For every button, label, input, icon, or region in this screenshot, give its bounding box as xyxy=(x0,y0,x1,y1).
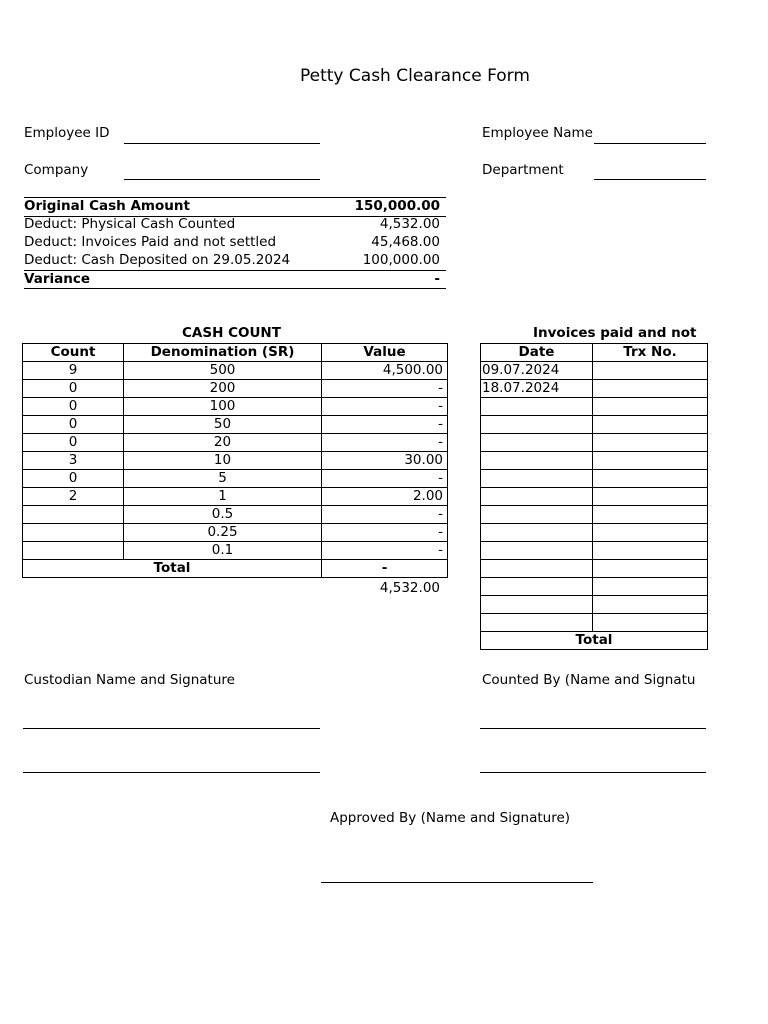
cash-count-header-row xyxy=(23,344,448,362)
table-row xyxy=(23,488,448,506)
cash-count-total-row xyxy=(23,560,448,578)
page-title: Petty Cash Clearance Form xyxy=(300,66,530,86)
count-cell[interactable]: 3 xyxy=(23,452,124,470)
table-row xyxy=(481,416,708,434)
trx-no-cell[interactable] xyxy=(593,542,708,560)
employee-id-field[interactable] xyxy=(124,143,320,144)
approved-by-label: Approved By (Name and Signature) xyxy=(330,810,571,826)
table-row xyxy=(481,380,708,398)
table-row xyxy=(481,524,708,542)
summary-label: Deduct: Cash Deposited on 29.05.2024 xyxy=(24,252,291,268)
table-row xyxy=(481,578,708,596)
department-field[interactable] xyxy=(594,179,706,180)
counted-by-signature-line[interactable] xyxy=(480,772,706,773)
date-cell[interactable]: 09.07.2024 xyxy=(481,362,593,380)
date-cell[interactable] xyxy=(481,614,593,632)
date-cell[interactable] xyxy=(481,470,593,488)
table-row xyxy=(481,470,708,488)
table-row xyxy=(481,362,708,380)
cash-count-total-value: - xyxy=(322,560,448,578)
value-cell: - xyxy=(322,542,448,560)
cash-count-grand-total: 4,532.00 xyxy=(379,580,440,596)
table-row xyxy=(481,452,708,470)
denomination-cell: 50 xyxy=(124,416,322,434)
employee-id-label: Employee ID xyxy=(24,125,110,141)
table-row xyxy=(23,506,448,524)
trx-no-cell[interactable] xyxy=(593,506,708,524)
table-row xyxy=(481,614,708,632)
denomination-cell: 10 xyxy=(124,452,322,470)
date-cell[interactable] xyxy=(481,542,593,560)
table-row xyxy=(481,506,708,524)
summary-label: Original Cash Amount xyxy=(24,198,190,214)
table-row xyxy=(481,560,708,578)
date-cell[interactable] xyxy=(481,416,593,434)
value-cell: - xyxy=(322,470,448,488)
table-row xyxy=(23,452,448,470)
value-cell: 2.00 xyxy=(322,488,448,506)
value-cell: - xyxy=(322,398,448,416)
value-cell: - xyxy=(322,506,448,524)
value-cell: - xyxy=(322,380,448,398)
count-cell[interactable]: 0 xyxy=(23,398,124,416)
department-label: Department xyxy=(482,162,564,178)
summary-label: Variance xyxy=(24,271,90,287)
count-cell[interactable]: 0 xyxy=(23,380,124,398)
table-row xyxy=(23,380,448,398)
count-cell[interactable]: 2 xyxy=(23,488,124,506)
summary-value: - xyxy=(434,271,440,287)
trx-no-cell[interactable] xyxy=(593,596,708,614)
summary-value: 45,468.00 xyxy=(371,234,440,250)
date-cell[interactable] xyxy=(481,578,593,596)
invoices-total-row xyxy=(481,632,708,650)
trx-no-cell[interactable] xyxy=(593,452,708,470)
summary-row-deposited xyxy=(24,251,446,269)
custodian-name-line[interactable] xyxy=(23,728,320,729)
column-header-trx-no: Trx No. xyxy=(593,344,708,362)
trx-no-cell[interactable] xyxy=(593,524,708,542)
value-cell: 30.00 xyxy=(322,452,448,470)
value-cell: - xyxy=(322,524,448,542)
summary-value: 150,000.00 xyxy=(354,198,440,214)
employee-name-label: Employee Name xyxy=(482,125,593,141)
denomination-cell: 20 xyxy=(124,434,322,452)
table-row xyxy=(23,524,448,542)
denomination-cell: 100 xyxy=(124,398,322,416)
cash-count-table xyxy=(22,343,448,578)
trx-no-cell[interactable] xyxy=(593,434,708,452)
summary-label: Deduct: Invoices Paid and not settled xyxy=(24,234,277,250)
denomination-cell: 0.1 xyxy=(124,542,322,560)
invoices-header-row xyxy=(481,344,708,362)
invoices-title: Invoices paid and not xyxy=(533,325,697,341)
trx-no-cell[interactable] xyxy=(593,614,708,632)
date-cell[interactable] xyxy=(481,398,593,416)
custodian-signature-line[interactable] xyxy=(23,772,320,773)
column-header-count: Count xyxy=(23,344,124,362)
company-field[interactable] xyxy=(124,179,320,180)
table-row xyxy=(481,434,708,452)
table-row xyxy=(23,542,448,560)
column-header-value: Value xyxy=(322,344,448,362)
trx-no-cell[interactable] xyxy=(593,470,708,488)
table-row xyxy=(481,398,708,416)
date-cell[interactable] xyxy=(481,560,593,578)
custodian-signature-label: Custodian Name and Signature xyxy=(24,672,235,688)
count-cell[interactable] xyxy=(23,542,124,560)
count-cell[interactable]: 0 xyxy=(23,434,124,452)
summary-row-variance xyxy=(24,270,446,288)
denomination-cell: 1 xyxy=(124,488,322,506)
summary-label: Deduct: Physical Cash Counted xyxy=(24,216,236,232)
cash-count-total-label: Total xyxy=(23,560,322,578)
trx-no-cell[interactable] xyxy=(593,560,708,578)
summary-row-physical-cash xyxy=(24,215,446,233)
employee-name-field[interactable] xyxy=(594,143,706,144)
count-cell[interactable]: 0 xyxy=(23,416,124,434)
invoices-total-label: Total xyxy=(481,632,708,650)
value-cell: - xyxy=(322,416,448,434)
count-cell[interactable] xyxy=(23,506,124,524)
date-cell[interactable] xyxy=(481,596,593,614)
table-row xyxy=(23,398,448,416)
company-label: Company xyxy=(24,162,89,178)
table-row xyxy=(23,434,448,452)
date-cell[interactable] xyxy=(481,506,593,524)
count-cell[interactable] xyxy=(23,524,124,542)
counted-by-label: Counted By (Name and Signatu xyxy=(482,672,696,688)
counted-by-name-line[interactable] xyxy=(480,728,706,729)
value-cell: 4,500.00 xyxy=(322,362,448,380)
summary-value: 4,532.00 xyxy=(379,216,440,232)
summary-row-invoices xyxy=(24,233,446,251)
column-header-date: Date xyxy=(481,344,593,362)
trx-no-cell[interactable] xyxy=(593,488,708,506)
date-cell[interactable] xyxy=(481,434,593,452)
denomination-cell: 500 xyxy=(124,362,322,380)
trx-no-cell[interactable] xyxy=(593,362,708,380)
count-cell[interactable]: 9 xyxy=(23,362,124,380)
denomination-cell: 5 xyxy=(124,470,322,488)
cash-count-title: CASH COUNT xyxy=(182,325,281,341)
denomination-cell: 0.5 xyxy=(124,506,322,524)
table-row xyxy=(481,542,708,560)
date-cell[interactable] xyxy=(481,452,593,470)
table-row xyxy=(23,416,448,434)
value-cell: - xyxy=(322,434,448,452)
summary-value: 100,000.00 xyxy=(362,252,440,268)
count-cell[interactable]: 0 xyxy=(23,470,124,488)
trx-no-cell[interactable] xyxy=(593,416,708,434)
table-row xyxy=(23,362,448,380)
invoices-table xyxy=(480,343,708,650)
date-cell[interactable] xyxy=(481,524,593,542)
table-row xyxy=(23,470,448,488)
date-cell[interactable] xyxy=(481,488,593,506)
trx-no-cell[interactable] xyxy=(593,398,708,416)
table-row xyxy=(481,488,708,506)
column-header-denomination: Denomination (SR) xyxy=(124,344,322,362)
trx-no-cell[interactable] xyxy=(593,578,708,596)
table-row xyxy=(481,596,708,614)
summary-row-original xyxy=(24,197,446,215)
date-cell[interactable]: 18.07.2024 xyxy=(481,380,593,398)
approved-by-signature-line[interactable] xyxy=(321,882,593,883)
denomination-cell: 200 xyxy=(124,380,322,398)
denomination-cell: 0.25 xyxy=(124,524,322,542)
trx-no-cell[interactable] xyxy=(593,380,708,398)
summary-bottom-rule xyxy=(24,288,446,289)
